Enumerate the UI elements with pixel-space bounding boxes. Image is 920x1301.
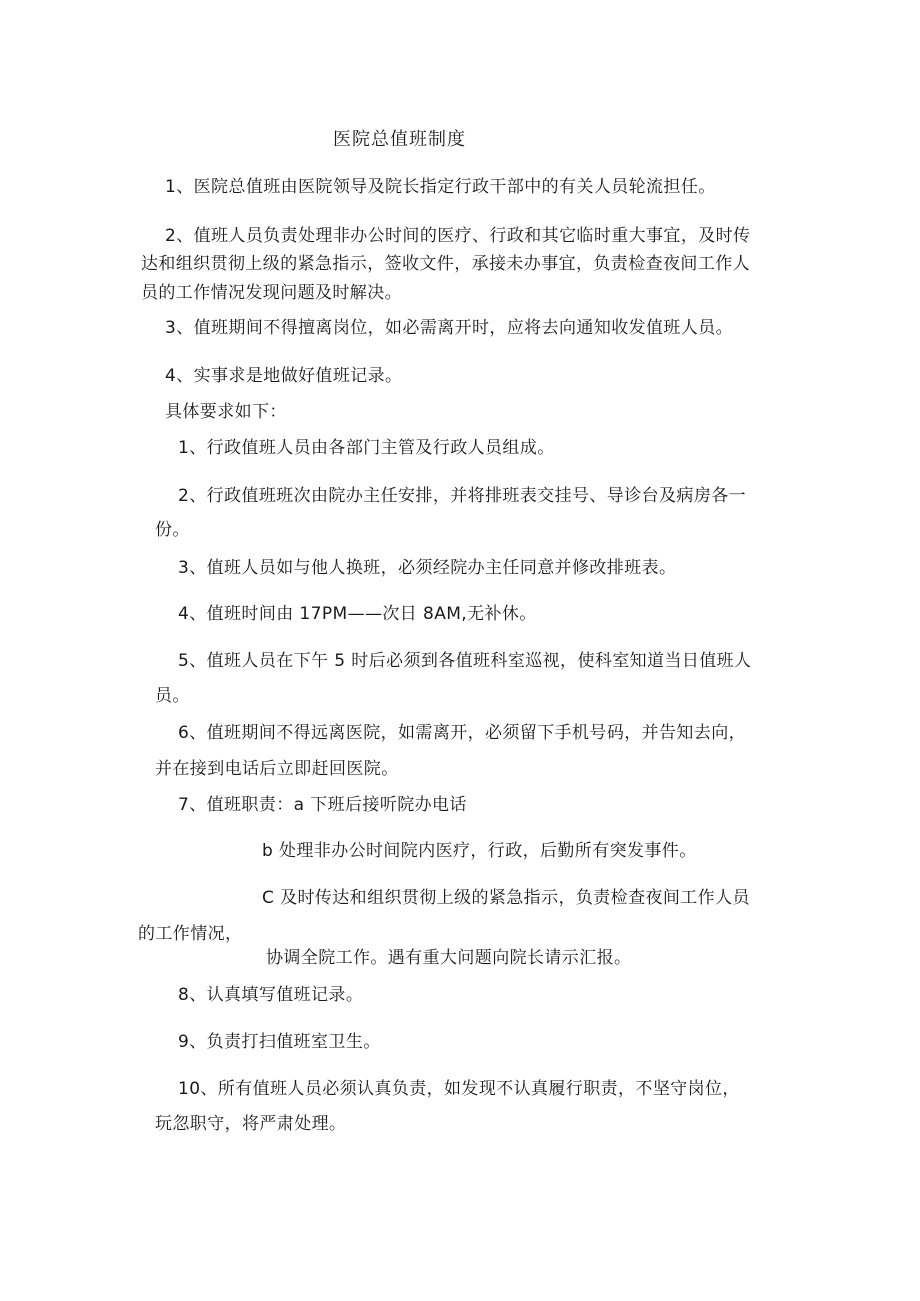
list-item: 2、行政值班班次由院办主任安排，并将排班表交挂号、导诊台及病房各一 (178, 486, 747, 506)
list-item: 7、值班职责：a 下班后接听院办电话 (178, 795, 467, 815)
duty-item: 协调全院工作。遇有重大问题向院长请示汇报。 (266, 948, 632, 968)
paragraph-line: 4、实事求是地做好值班记录。 (165, 366, 403, 386)
paragraph-line: 员的工作情况发现问题及时解决。 (141, 283, 402, 303)
list-item: 3、值班人员如与他人换班，必须经院办主任同意并修改排班表。 (178, 558, 677, 578)
list-item: 4、值班时间由 17PM——次日 8AM,无补休。 (178, 604, 537, 624)
list-item: 9、负责打扫值班室卫生。 (178, 1032, 381, 1052)
list-item: 并在接到电话后立即赶回医院。 (155, 759, 399, 779)
list-item: 8、认真填写值班记录。 (178, 985, 364, 1005)
paragraph-line: 2、值班人员负责处理非办公时间的医疗、行政和其它临时重大事宜，及时传 (165, 226, 751, 246)
document-title: 医院总值班制度 (333, 129, 466, 150)
duty-item: b 处理非办公时间院内医疗，行政，后勤所有突发事件。 (262, 841, 697, 861)
list-item: 1、行政值班人员由各部门主管及行政人员组成。 (178, 438, 555, 458)
list-item: 10、所有值班人员必须认真负责，如发现不认真履行职责，不坚守岗位， (178, 1079, 740, 1099)
list-item: 玩忽职守，将严肃处理。 (155, 1114, 347, 1134)
paragraph-line: 3、值班期间不得擅离岗位，如必需离开时，应将去向通知收发值班人员。 (165, 318, 734, 338)
duty-item: C 及时传达和组织贯彻上级的紧急指示，负责检查夜间工作人员 (262, 888, 750, 908)
list-item: 员。 (155, 686, 190, 706)
list-item: 份。 (155, 520, 190, 540)
duty-item: 的工作情况， (138, 924, 243, 944)
list-item: 5、值班人员在下午 5 时后必须到各值班科室巡视，使科室知道当日值班人 (178, 651, 752, 671)
list-item: 6、值班期间不得远离医院，如需离开，必须留下手机号码，并告知去向， (178, 723, 747, 743)
paragraph-line: 达和组织贯彻上级的紧急指示，签收文件，承接未办事宜，负责检查夜间工作人 (141, 254, 750, 274)
section-heading: 具体要求如下： (165, 402, 287, 422)
paragraph-line: 1、医院总值班由医院领导及院长指定行政干部中的有关人员轮流担任。 (165, 177, 716, 197)
